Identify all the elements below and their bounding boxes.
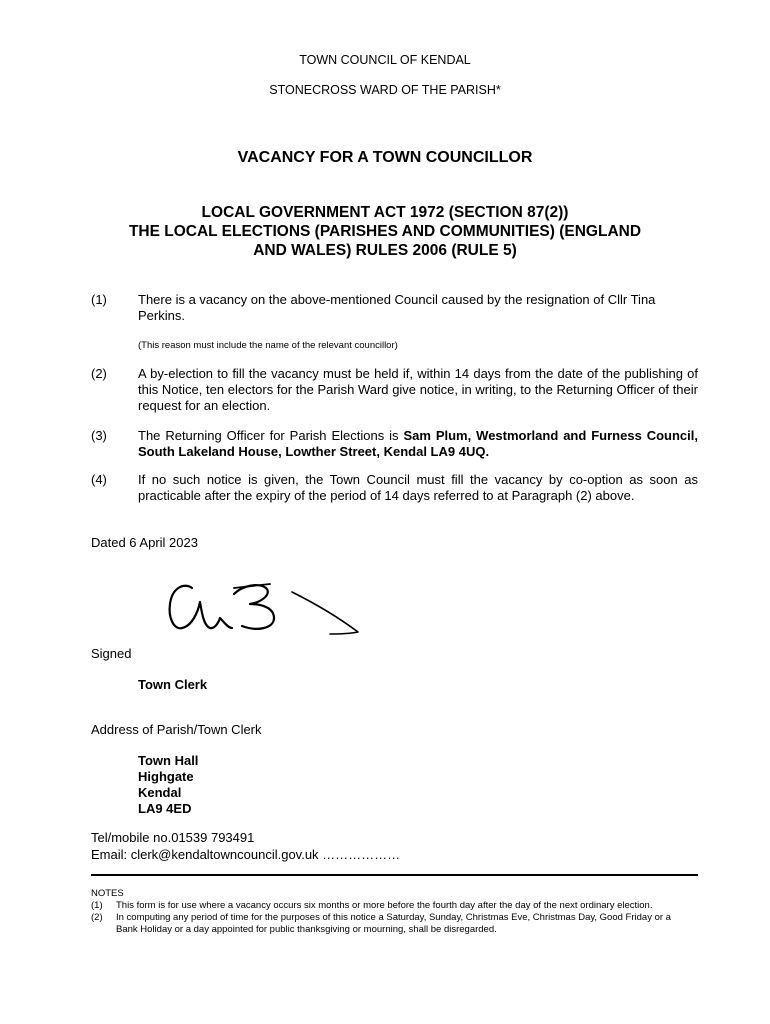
returning-officer-details: Sam Plum, Westmorland and Furness Council, South Lakeland House, Lowther Street, Kendal LA9 4UQ.: [138, 428, 698, 459]
notes-section: [91, 888, 691, 936]
act-line-3: AND WALES) RULES 2006 (RULE 5): [253, 242, 517, 259]
act-line-2: THE LOCAL ELECTIONS (PARISHES AND COMMUNITIES) (ENGLAND: [128, 223, 642, 240]
paragraph-1-note: (This reason must include the name of the relevant councillor): [138, 340, 398, 351]
email: Email: clerk@kendaltowncouncil.gov.uk ………………: [91, 847, 401, 862]
address-line: Town Hall: [138, 753, 199, 768]
act-title: [0, 203, 770, 260]
ward-name: STONECROSS WARD OF THE PARISH*: [269, 83, 501, 97]
address-line: LA9 4ED: [138, 801, 192, 816]
notes-heading: NOTES: [91, 888, 124, 899]
dated-line: Dated 6 April 2023: [91, 535, 198, 550]
address-label: Address of Parish/Town Clerk: [91, 722, 262, 737]
paragraph-1-number: (1): [91, 292, 107, 307]
note-number: (1): [91, 900, 103, 911]
note-item: [91, 912, 691, 936]
telephone: Tel/mobile no.01539 793491: [91, 830, 255, 845]
signature-image: [162, 574, 367, 644]
divider: [91, 874, 698, 876]
paragraph-3-text: [138, 428, 698, 460]
paragraph-1-text: There is a vacancy on the above-mentioned Council caused by the resignation of Cllr Tina Perkins.: [138, 292, 656, 323]
signed-label: Signed: [91, 646, 132, 661]
address-line: Highgate: [138, 769, 194, 784]
paragraph-3-number: (3): [91, 428, 107, 443]
paragraph-2-text: A by-election to fill the vacancy must be held if, within 14 days from the date of the publishing of this Notice, ten electors for the Parish Ward give notice, in writing, to the Returning Officer of their request for an election.: [138, 366, 698, 413]
paragraph-2-number: (2): [91, 366, 107, 381]
note-number: (2): [91, 912, 103, 923]
paragraph-4-number: (4): [91, 472, 107, 487]
address-line: Kendal: [138, 785, 182, 800]
signatory-role: Town Clerk: [138, 677, 208, 692]
note-text: In computing any period of time for the purposes of this notice a Saturday, Sunday, Christmas Eve, Christmas Day, Good Friday or a Bank Holiday or a day appointed for public thanksgiving or mourning, shall be disregarded.: [116, 912, 671, 935]
paragraph-4-text: If no such notice is given, the Town Council must fill the vacancy by co-option as soon as practicable after the expiry of the period of 14 days referred to at Paragraph (2) above.: [138, 472, 698, 503]
address-block: [138, 753, 198, 817]
note-text: This form is for use where a vacancy occurs six months or more before the fourth day after the day of the next ordinary election.: [116, 900, 653, 911]
paragraph-3-prefix: The Returning Officer for Parish Elections is: [138, 428, 404, 443]
page-title: VACANCY FOR A TOWN COUNCILLOR: [237, 149, 533, 166]
note-item: [91, 900, 691, 912]
council-name: TOWN COUNCIL OF KENDAL: [299, 53, 471, 67]
contact-block: [91, 829, 400, 863]
act-line-1: LOCAL GOVERNMENT ACT 1972 (SECTION 87(2)): [201, 204, 569, 221]
